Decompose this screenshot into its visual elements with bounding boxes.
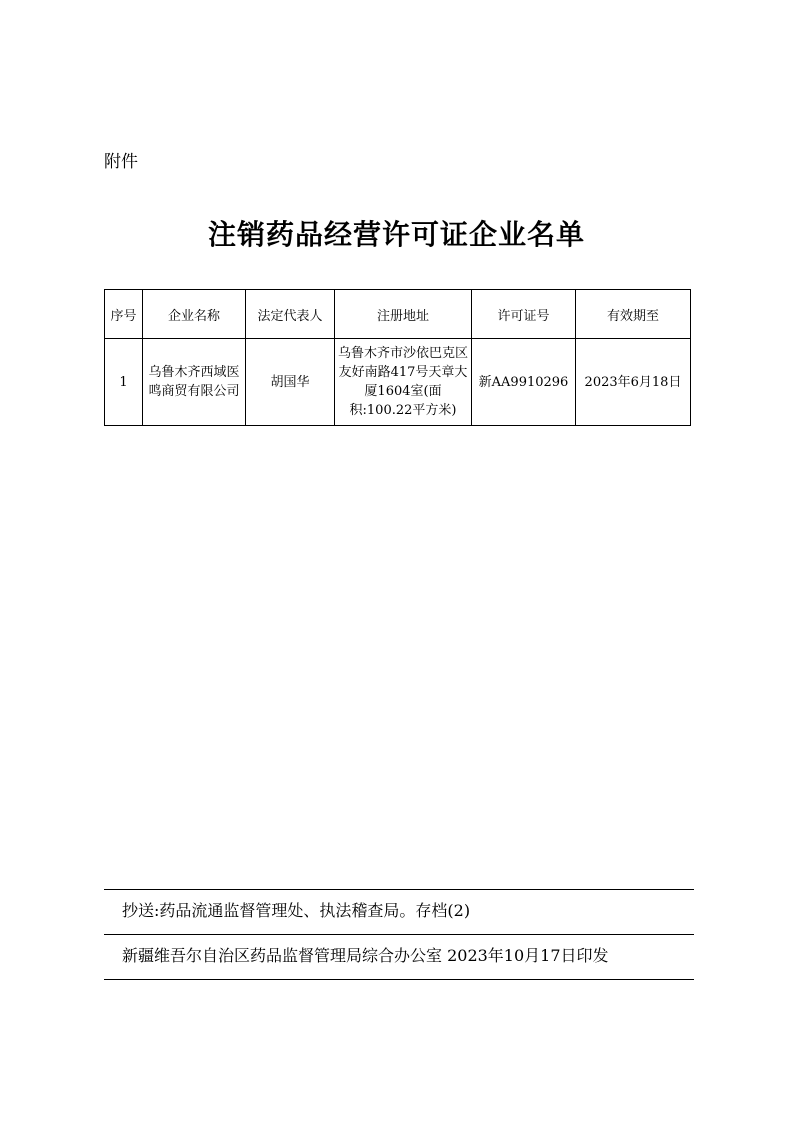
cell-company: 乌鲁木齐西域医鸣商贸有限公司 bbox=[143, 339, 246, 426]
table-row bbox=[105, 339, 691, 426]
cell-license-no: 新AA9910296 bbox=[472, 339, 576, 426]
header-company: 企业名称 bbox=[143, 290, 246, 339]
header-address: 注册地址 bbox=[335, 290, 472, 339]
footer-middle-rule bbox=[104, 934, 694, 935]
header-valid-until: 有效期至 bbox=[576, 290, 691, 339]
table-header-row bbox=[105, 290, 691, 339]
cell-index: 1 bbox=[105, 339, 143, 426]
footer-top-rule bbox=[104, 889, 694, 890]
issued-by-line: 新疆维吾尔自治区药品监督管理局综合办公室 2023年10月17日印发 bbox=[122, 946, 609, 965]
attachment-label: 附件 bbox=[104, 152, 138, 172]
cc-line: 抄送:药品流通监督管理处、执法稽查局。存档(2) bbox=[122, 901, 471, 920]
footer-bottom-rule bbox=[104, 979, 694, 980]
header-index: 序号 bbox=[105, 290, 143, 339]
cell-valid-until: 2023年6月18日 bbox=[576, 339, 691, 426]
document-title: 注销药品经营许可证企业名单 bbox=[207, 218, 585, 251]
cell-address: 乌鲁木齐市沙依巴克区友好南路417号天章大厦1604室(面积:100.22平方米) bbox=[335, 339, 472, 426]
company-list-table bbox=[104, 289, 691, 426]
cell-legal-rep: 胡国华 bbox=[246, 339, 335, 426]
header-legal-rep: 法定代表人 bbox=[246, 290, 335, 339]
header-license-no: 许可证号 bbox=[472, 290, 576, 339]
